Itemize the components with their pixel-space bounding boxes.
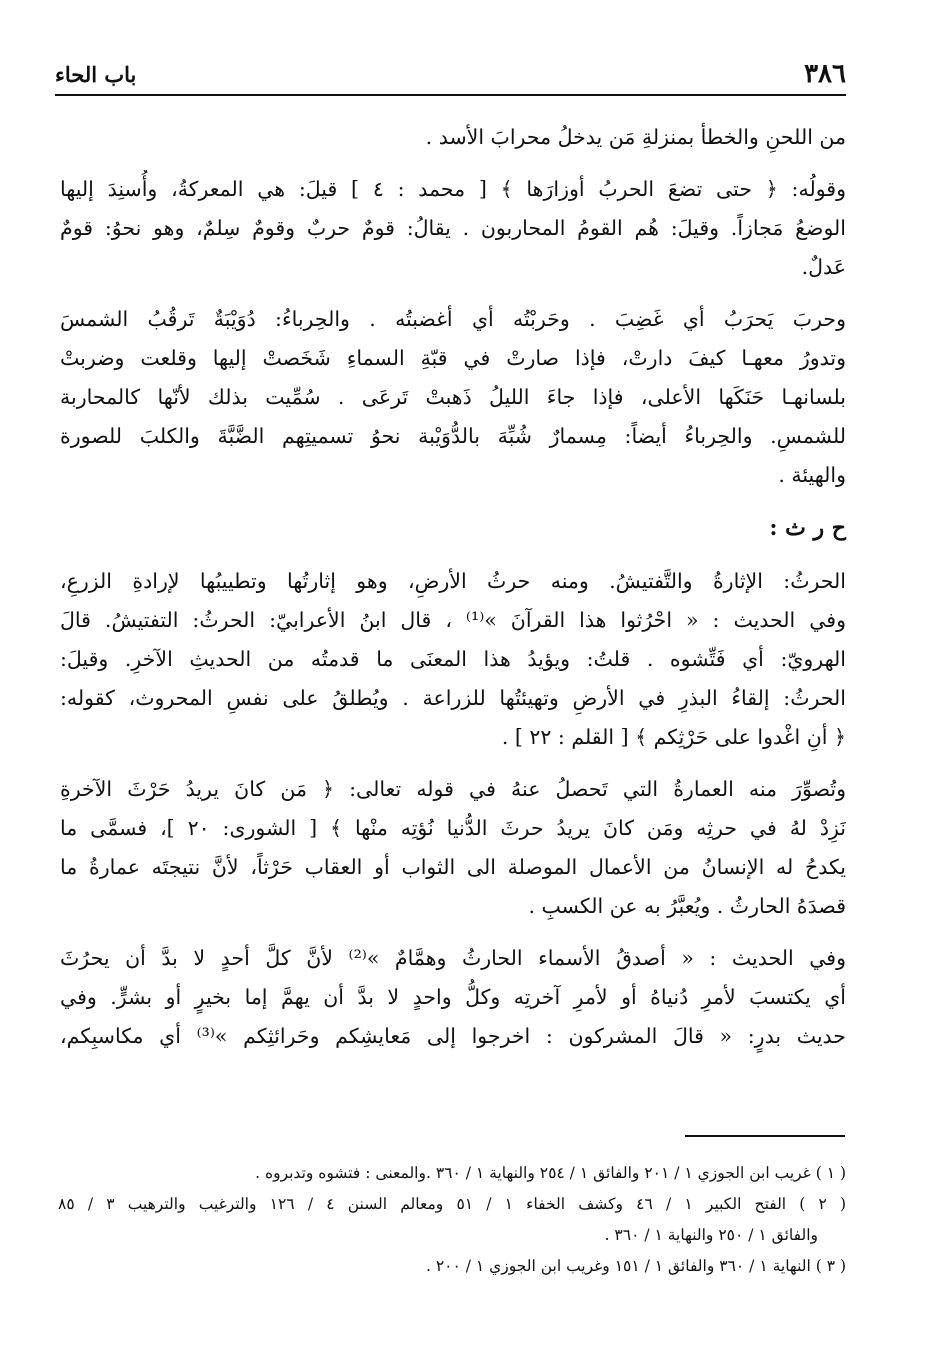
text-line: قصدَهُ الحارثُ . ويُعبَّرُ به عن الكسبِ .	[528, 894, 846, 918]
text-line: وتُصوِّرَ منه العمارةُ التي تَحصلُ عنهُ في قوله تعالى: ﴿ مَن كانَ يريدُ حَرْثَ الآخرةِ	[60, 777, 846, 801]
footnotes	[58, 1158, 846, 1282]
paragraph-4	[60, 562, 846, 757]
paragraph-6	[60, 939, 846, 1056]
text-line: الحرثُ: إلقاءُ البذرِ في الأرضِ وتهيئتُها للزراعة . ويُطلقُ على نفسِ المحروث، كقوله:	[60, 686, 846, 710]
text-line: وقولُه: ﴿ حتى تضعَ الحربُ أوزارَها ﴾ [ محمد : ٤ ] قيلَ: هي المعركةُ، وأُسنِدَ إليها	[60, 177, 846, 201]
text-line: نَزِدْ لهُ في حرثِه ومَن كانَ يريدُ حرثَ الدُّنيا نُؤتِه منْها ﴾ [ الشورى: ٢٠ ]، فسمَّى ما	[60, 816, 846, 840]
footnote-2: ( ٢ ) الفتح الكبير ١ / ٤٦ وكشف الخفاء ١ / ٥١ ومعالم السنن ٤ / ١٢٦ والترغيب والترهيب ٣ / ٨٥	[58, 1195, 846, 1213]
text-line: من اللحنِ والخطأ بمنزلةِ مَن يدخلُ محرابَ الأسد .	[425, 125, 846, 149]
entry-heading: ح ر ث :	[769, 515, 846, 541]
text-line: بلسانهـا حَنَكَها الأعلى، فإذا جاءَ الليلُ ذَهبتْ تَرعَى . سُمِّيت بذلك لأنّها كالمحاربة	[60, 385, 846, 409]
text-line: أي يكتسبَ لأمرِ دُنياهُ أو لأمرِ آخرتِه وكلُّ واحدٍ لا بدَّ أن يهمَّ إما بخيرٍ أو بشرٍّ. وفي	[60, 985, 846, 1009]
text-line: وتدورُ معهـا كيفَ دارتْ، فإذا صارتْ في قبّةِ السماءِ شَخَصتْ إليها وقلعت وضربتْ	[60, 346, 846, 370]
text-line: حديث بدرٍ: « قالَ المشركون : اخرجوا إلى مَعايشِكم وحَرائثِكم »⁽³⁾ أي مكاسبِكم،	[60, 1024, 846, 1048]
page-number: ٣٨٦	[804, 59, 846, 89]
text-line: والهيئة .	[778, 463, 846, 487]
page-header	[55, 54, 846, 96]
paragraph-3	[60, 300, 846, 495]
paragraph-5	[60, 770, 846, 926]
main-text	[60, 118, 846, 1069]
footnote-2-continuation: والفائق ١ / ٢٥٠ والنهاية ١ / ٣٦٠ .	[604, 1226, 818, 1244]
text-line: وحربَ يَحرَبُ أي غَضِبَ . وحَربْتُه أي أغضبتُه . والحِرباءُ: دُوَيْبَةٌ تَرقُبُ الشمسَ	[60, 307, 846, 331]
text-line: ﴿ أنِ اغْدوا على حَرْثِكم ﴾ [ القلم : ٢٢ ] .	[501, 725, 846, 749]
text-line: عَدلٌ.	[801, 255, 846, 279]
paragraph-1	[60, 118, 846, 157]
text-line: الهرويّ: أي فَتِّشوه . قلتُ: ويؤيدُ هذا المعنَى ما قدمتُه من الحديثِ الآخرِ. وقيلَ:	[60, 647, 846, 671]
text-line: للشمسِ. والحِرباءُ أيضاً: مِسمارٌ شُبِّهَ بالدُّوَيْبة نحوُ تسميتِهم الضَّبَّةَ والكلبَ للصورة	[60, 424, 846, 448]
text-line: يكدحُ له الإنسانُ من الأعمال الموصلة الى الثواب أو العقاب حَرْثاً، لأنَّ نتيجتَه عمارةُ ما	[60, 855, 846, 879]
text-line: وفي الحديث : « أصدقُ الأسماء الحارثُ وهمَّامٌ »⁽²⁾ لأنَّ كلَّ أحدٍ لا بدَّ أن يحرُثَ	[60, 946, 846, 970]
text-line: وفي الحديث : « احْرُثوا هذا القرآنَ »⁽¹⁾ ، قال ابنُ الأعرابيّ: الحرثُ: التفتيشُ. قالَ	[60, 608, 846, 632]
paragraph-2	[60, 170, 846, 287]
chapter-title: باب الحاء	[55, 61, 137, 87]
footnote-3: ( ٣ ) النهاية ١ / ٣٦٠ والفائق ١ / ١٥١ وغريب ابن الجوزي ١ / ٢٠٠ .	[425, 1257, 846, 1275]
text-line: الوضعُ مَجازاً. وقيلَ: هُم القومُ المحاربون . يقالُ: قومٌ حربٌ وقومٌ سِلمٌ، وهو نحوُ: قومٌ	[60, 216, 846, 240]
footnote-1: ( ١ ) غريب ابن الجوزي ١ / ٢٠١ والفائق ١ / ٢٥٤ والنهاية ١ / ٣٦٠ .والمعنى : فتشوه وتدبروه .	[255, 1164, 846, 1182]
footnote-divider	[685, 1135, 845, 1137]
text-line: الحرثُ: الإثارةُ والتَّفتيشُ. ومنه حرثُ الأرضِ، وهو إثارتُها وتطييبُها لإرادةِ الزرعِ،	[60, 569, 846, 593]
